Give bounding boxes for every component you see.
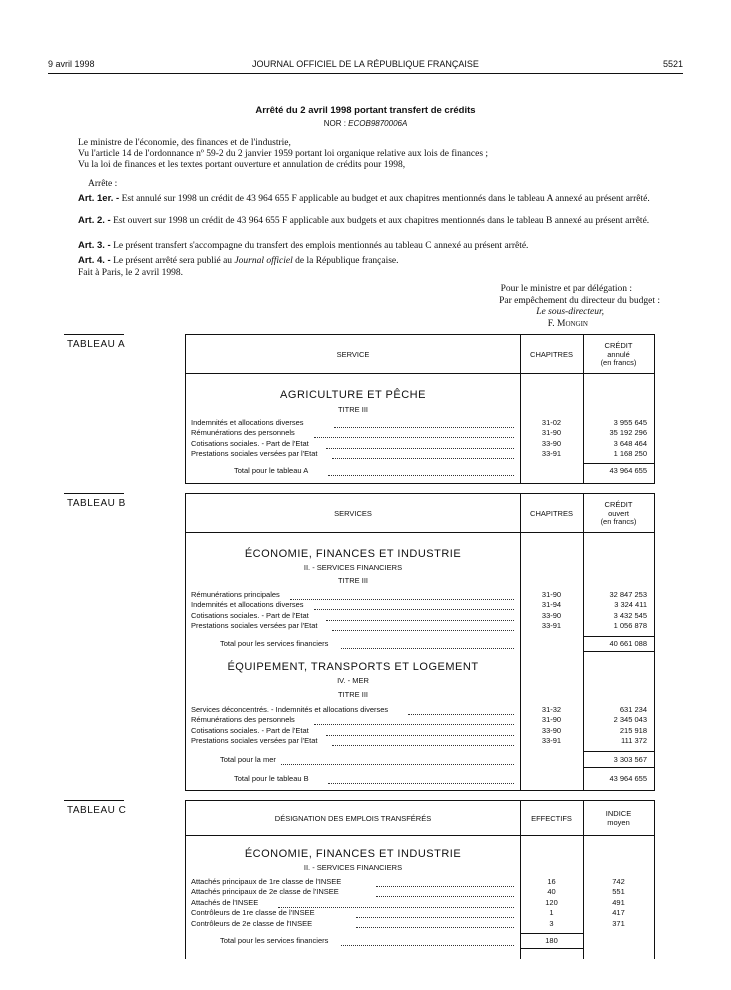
leader-dots <box>376 879 514 887</box>
tableau-b-subtotal-2-label: Total pour la mer <box>220 755 276 764</box>
leader-dots <box>290 592 514 600</box>
row-chapitre: 33-90 <box>541 725 562 735</box>
tableau-a-col-chapitres: CHAPITRES <box>530 350 573 359</box>
row-credit: 35 192 296 <box>609 428 647 438</box>
tableau-a-total-label: Total pour le tableau A <box>234 466 309 475</box>
tableau-a-col-service: SERVICE <box>336 350 370 359</box>
row-credit: 32 847 253 <box>609 590 647 599</box>
row-label: Rémunérations des personnels <box>191 715 295 725</box>
article-2-text: Est ouvert sur 1998 un crédit de 43 964 655 F applicable aux budgets et aux chapitres mentionnés dans le tableau B annexé au présent arrêté. <box>113 216 650 226</box>
tableau-b-section-2: ÉQUIPEMENT, TRANSPORTS ET LOGEMENT <box>227 661 479 673</box>
tableau-a-total: 43 964 655 <box>609 466 647 475</box>
signature-line-2: Par empêchement du directeur du budget : <box>499 295 660 306</box>
tableau-b-col-credit-1: CRÉDIT <box>604 500 633 509</box>
article-4-text-before: Le présent arrêté sera publié au <box>113 256 235 266</box>
tableau-b-subtotal-1: 40 661 088 <box>609 639 647 648</box>
tableau-c-col-effectifs: EFFECTIFS <box>531 814 572 823</box>
article-3-text: Le présent transfert s'accompagne du transfert des emplois mentionnés au tableau C annexé au présent arrêté. <box>113 241 529 251</box>
leader-dots <box>332 451 514 459</box>
tableau-a-section: AGRICULTURE ET PÊCHE <box>280 389 426 401</box>
row-label: Indemnités et allocations diverses <box>191 600 304 610</box>
tableau-b-col-services: SERVICES <box>334 509 372 518</box>
preamble-2: Vu l'article 14 de l'ordonnance nº 59-2 du 2 janvier 1959 portant loi organique relative aux lois de finances ; <box>78 149 489 159</box>
row-label: Services déconcentrés. - Indemnités et allocations diverses <box>191 705 389 714</box>
tableau-b-subtotal-1-label: Total pour les services financiers <box>220 639 329 648</box>
article-2 <box>64 215 654 227</box>
preamble-3: Vu la loi de finances et les textes portant ouverture et annulation de crédits pour 1998, <box>78 160 406 170</box>
tableau-b-header-rule <box>186 532 654 533</box>
tableau-b-subtotal-1-rule-top <box>583 636 654 637</box>
leader-dots <box>281 757 514 765</box>
tableau-c-total-label: Total pour les services financiers <box>220 936 329 945</box>
row-credit: 1 168 250 <box>613 449 647 459</box>
row-indice: 371 <box>612 918 625 928</box>
signature-line-1: Pour le ministre et par délégation : <box>500 284 632 294</box>
leader-dots <box>314 430 514 438</box>
signature-name: F. Mongin <box>547 318 588 329</box>
tableau-a-total-rule <box>583 463 654 464</box>
tableau-b-total: 43 964 655 <box>609 774 647 783</box>
tableau-c-col-indice-2: moyen <box>607 817 630 827</box>
row-credit: 1 056 878 <box>613 621 647 631</box>
tableau-c-label: TABLEAU C <box>67 805 127 816</box>
tableau-a-col-credit-3: (en francs) <box>600 358 637 367</box>
tableau-b-col-credit-3: (en francs) <box>600 517 637 526</box>
row-chapitre: 33-91 <box>541 736 562 746</box>
row-credit: 631 234 <box>619 705 647 714</box>
decree-title: Arrêté du 2 avril 1998 portant transfert de crédits <box>255 105 476 116</box>
leader-dots <box>334 420 514 428</box>
tableau-b-table <box>185 493 655 791</box>
tableau-b-label: TABLEAU B <box>67 498 126 509</box>
tableau-b-subtotal-2-rule-bottom <box>583 767 654 768</box>
row-credit: 3 432 545 <box>613 610 647 620</box>
row-effectifs: 1 <box>549 908 554 918</box>
row-label: Rémunérations principales <box>191 590 280 599</box>
tableau-a-label: TABLEAU A <box>67 339 126 350</box>
row-chapitre: 31-90 <box>541 428 562 438</box>
row-chapitre: 31-94 <box>541 600 562 610</box>
fait-a-paris: Fait à Paris, le 2 avril 1998. <box>78 268 184 278</box>
header-journal: JOURNAL OFFICIEL DE LA RÉPUBLIQUE FRANÇAISE <box>252 59 479 69</box>
tableau-b-col-credit <box>583 501 654 527</box>
leader-dots <box>332 623 514 631</box>
row-indice: 417 <box>612 908 625 918</box>
row-label: Prestations sociales versées par l'Etat <box>191 449 318 459</box>
article-3-label: Art. 3. - <box>78 240 111 251</box>
article-1-text: Est annulé sur 1998 un crédit de 43 964 655 F applicable au budget et aux chapitres mentionnés dans le tableau A annexé au présent arrêté. <box>121 194 650 204</box>
leader-dots <box>314 717 514 725</box>
row-label: Attachés principaux de 1re classe de l'INSEE <box>191 877 342 886</box>
article-1-label: Art. 1er. - <box>78 193 120 204</box>
row-credit: 3 648 464 <box>613 438 647 448</box>
tableau-a-header-rule <box>186 373 654 374</box>
row-effectifs: 40 <box>547 887 556 897</box>
leader-dots <box>408 707 514 715</box>
row-label: Prestations sociales versées par l'Etat <box>191 736 318 746</box>
tableau-b-section-1: ÉCONOMIE, FINANCES ET INDUSTRIE <box>244 548 462 560</box>
tableau-a-rule <box>64 334 124 335</box>
tableau-c-total-rule-top <box>520 933 583 934</box>
article-4-text-after: de la République française. <box>292 256 399 266</box>
leader-dots <box>356 910 514 918</box>
tableau-a-col-credit <box>583 342 654 368</box>
row-label: Indemnités et allocations diverses <box>191 418 304 427</box>
tableau-b-subtotal-2-rule-top <box>583 751 654 752</box>
row-indice: 491 <box>612 897 625 907</box>
row-chapitre: 31-90 <box>541 590 562 599</box>
tableau-b-titre-2: TITRE III <box>338 690 368 699</box>
row-effectifs: 120 <box>545 897 558 907</box>
leader-dots <box>356 920 514 928</box>
row-label: Rémunérations des personnels <box>191 428 295 438</box>
row-indice: 742 <box>612 877 625 886</box>
row-label: Contrôleurs de 1re classe de l'INSEE <box>191 908 315 918</box>
arrete-label: Arrête : <box>88 179 118 189</box>
nor-reference <box>0 119 731 128</box>
leader-dots <box>326 613 514 621</box>
row-label: Attachés de l'INSEE <box>191 897 259 907</box>
row-chapitre: 33-91 <box>541 621 562 631</box>
row-credit: 215 918 <box>619 725 647 735</box>
article-1 <box>64 193 654 205</box>
row-credit: 3 955 645 <box>613 418 647 427</box>
tableau-c-total: 180 <box>545 936 558 945</box>
tableau-c-rule <box>64 800 124 801</box>
tableau-a-table <box>185 334 655 484</box>
tableau-c-table <box>185 800 655 959</box>
header-page-number: 5521 <box>662 59 683 69</box>
tableau-a-titre: TITRE III <box>338 405 368 414</box>
tableau-b-subsection-1: II. - SERVICES FINANCIERS <box>303 563 403 572</box>
tableau-b-subtotal-2: 3 303 567 <box>613 755 647 764</box>
tableau-b-col-chapitres: CHAPITRES <box>530 509 573 518</box>
article-4-label: Art. 4. - <box>78 255 111 266</box>
tableau-b-rule <box>64 493 124 494</box>
tableau-a-col-credit-1: CRÉDIT <box>604 341 633 350</box>
tableau-b-col-credit-2: ouvert <box>608 508 629 518</box>
row-indice: 551 <box>612 887 625 897</box>
tableau-a-col-credit-2: annulé <box>607 349 630 359</box>
leader-dots <box>326 441 514 449</box>
leader-dots <box>332 738 514 746</box>
article-4-text-italic: Journal officiel <box>234 256 293 266</box>
row-chapitre: 33-90 <box>541 438 562 448</box>
tableau-b-total-label: Total pour le tableau B <box>234 774 309 783</box>
tableau-c-col-designation: DÉSIGNATION DES EMPLOIS TRANSFÉRÉS <box>274 814 432 823</box>
row-label: Cotisations sociales. - Part de l'Etat <box>191 438 309 448</box>
row-credit: 3 324 411 <box>614 600 647 610</box>
tableau-b-subsection-2: IV. - MER <box>337 676 369 685</box>
row-label: Cotisations sociales. - Part de l'Etat <box>191 725 309 735</box>
tableau-c-col-indice-1: INDICE <box>605 809 632 818</box>
row-effectifs: 16 <box>547 877 556 886</box>
leader-dots <box>376 889 514 897</box>
leader-dots <box>328 468 514 476</box>
row-chapitre: 33-90 <box>541 610 562 620</box>
leader-dots <box>278 900 514 908</box>
row-effectifs: 3 <box>549 918 554 928</box>
row-label: Attachés principaux de 2e classe de l'INSEE <box>191 887 339 897</box>
leader-dots <box>328 776 514 784</box>
row-chapitre: 31-90 <box>541 715 562 725</box>
row-label: Prestations sociales versées par l'Etat <box>191 621 318 631</box>
row-chapitre: 33-91 <box>541 449 562 459</box>
tableau-b-subtotal-1-rule-bottom <box>583 651 654 652</box>
tableau-c-subsection: II. - SERVICES FINANCIERS <box>303 863 403 872</box>
header-rule <box>48 73 683 74</box>
tableau-c-col-indice <box>583 810 654 827</box>
row-label: Cotisations sociales. - Part de l'Etat <box>191 610 309 620</box>
article-3 <box>78 240 528 252</box>
preamble-1: Le ministre de l'économie, des finances et de l'industrie, <box>78 138 291 148</box>
row-credit: 111 372 <box>621 736 647 746</box>
leader-dots <box>341 938 514 946</box>
nor-label: NOR : <box>323 119 346 128</box>
header-date: 9 avril 1998 <box>48 59 95 69</box>
leader-dots <box>341 641 514 649</box>
nor-code: ECOB9870006A <box>348 119 408 128</box>
row-chapitre: 31-02 <box>541 418 562 427</box>
tableau-c-section: ÉCONOMIE, FINANCES ET INDUSTRIE <box>244 848 462 860</box>
tableau-c-header-rule <box>186 835 654 836</box>
article-2-label: Art. 2. - <box>78 215 111 226</box>
signature-block <box>400 284 660 330</box>
leader-dots <box>314 602 514 610</box>
leader-dots <box>326 728 514 736</box>
tableau-c-total-rule-bottom <box>520 948 583 949</box>
row-label: Contrôleurs de 2e classe de l'INSEE <box>191 918 313 928</box>
article-4 <box>78 255 399 267</box>
row-chapitre: 31-32 <box>541 705 562 714</box>
signature-line-3: Le sous-directeur, <box>536 307 604 317</box>
tableau-b-titre-1: TITRE III <box>338 576 368 585</box>
row-credit: 2 345 043 <box>613 715 647 725</box>
